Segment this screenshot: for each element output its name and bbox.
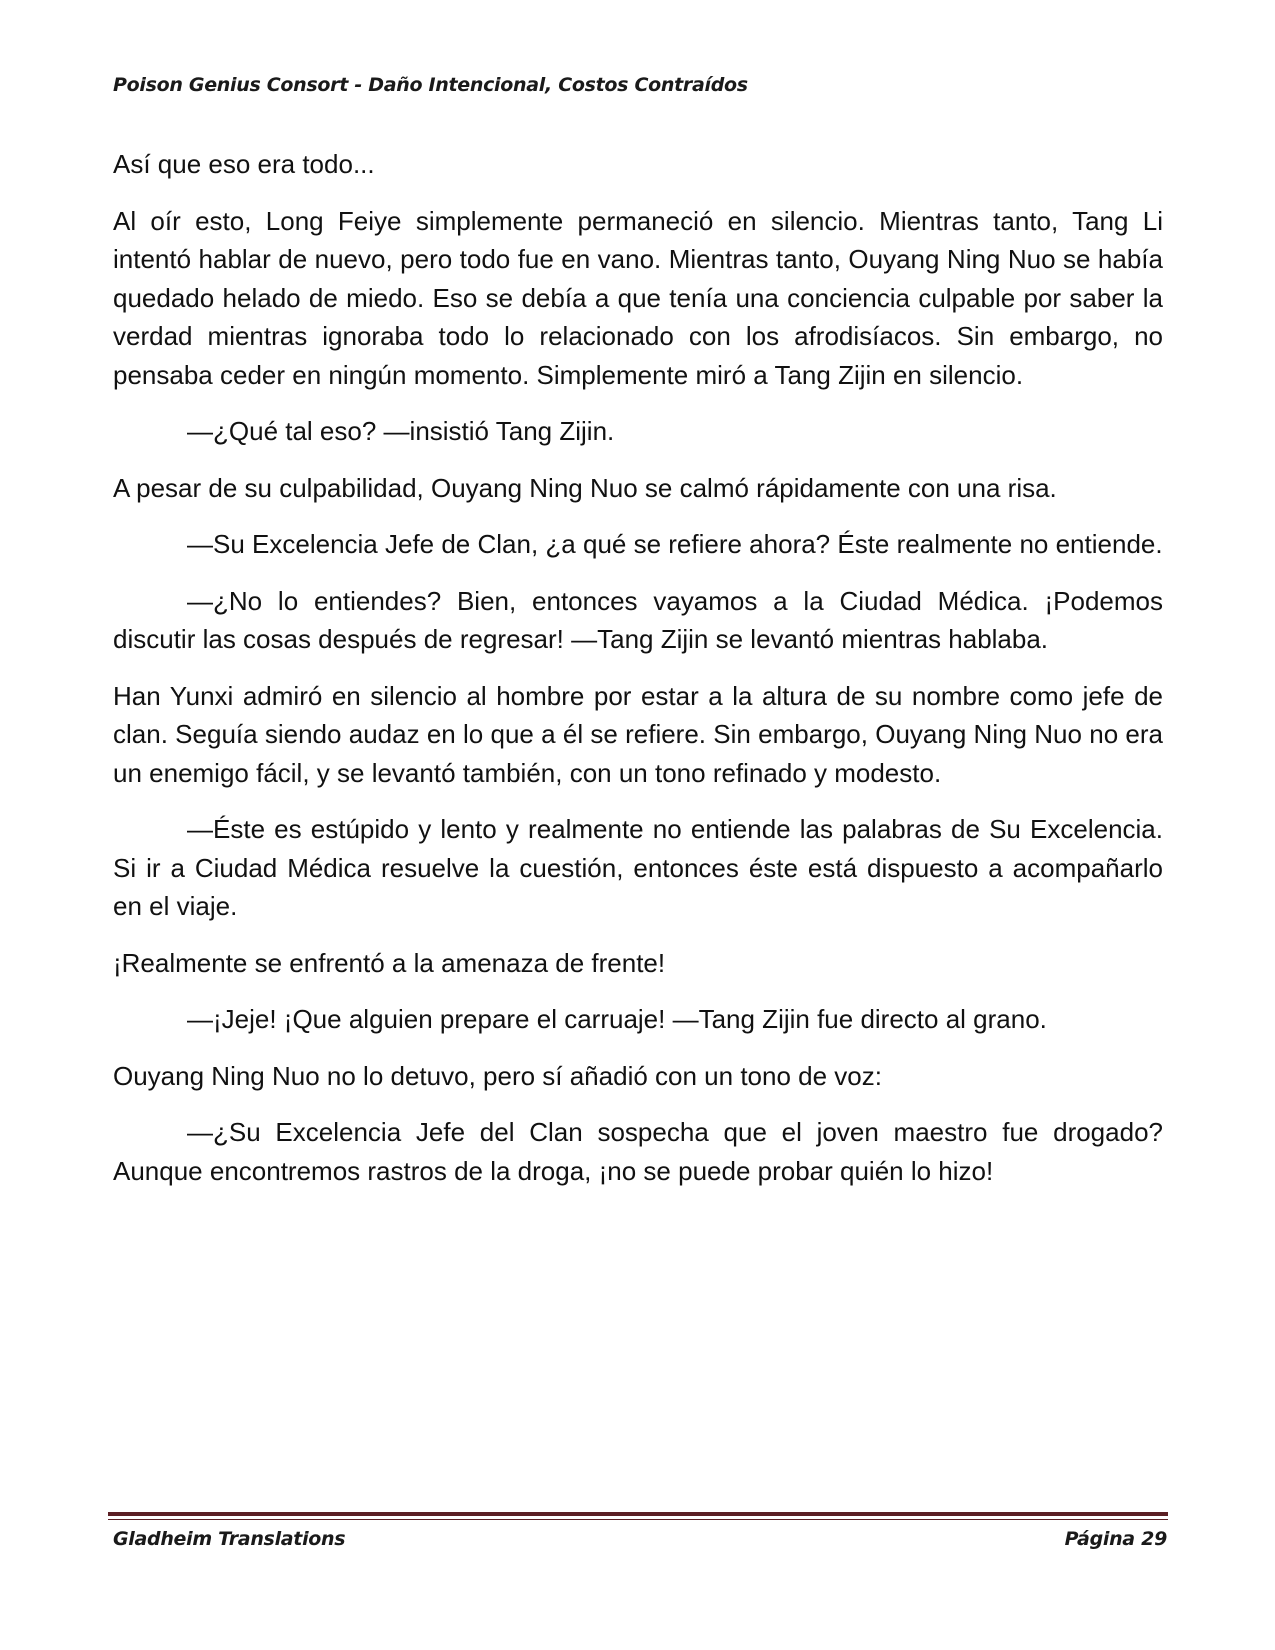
- footer-divider: [108, 1512, 1168, 1520]
- paragraph-1: Así que eso era todo...: [113, 149, 375, 179]
- paragraph-2: Al oír esto, Long Feiye simplemente permaneció en silencio. Mientras tanto, Tang Li intentó hablar de nuevo, pero todo fue en vano. Mientras tanto, Ouyang Ning Nuo se había quedado helado de miedo. Eso se debía a que tenía una conciencia culpable por saber la verdad mientras ignoraba todo lo relacionado con los afrodisíacos. Sin embargo, no pensaba ceder en ningún momento. Simplemente miró a Tang Zijin en silencio.: [113, 205, 1163, 390]
- paragraph-11: Ouyang Ning Nuo no lo detuvo, pero sí añadió con un tono de voz:: [113, 1060, 882, 1091]
- paragraph-3: —¿Qué tal eso? —insistió Tang Zijin.: [187, 416, 615, 446]
- paragraph-10: —¡Jeje! ¡Que alguien prepare el carruaje! —Tang Zijin fue directo al grano.: [187, 1004, 1047, 1034]
- page-header-title: Poison Genius Consort - Daño Intencional, Costos Contraídos: [113, 74, 748, 96]
- footer-translator-credit: Gladheim Translations: [113, 1528, 346, 1550]
- footer-divider-thick: [108, 1512, 1168, 1516]
- paragraph-12: —¿Su Excelencia Jefe del Clan sospecha que el joven maestro fue drogado? Aunque encontremos rastros de la droga, ¡no se puede probar quién lo hizo!: [113, 1117, 1163, 1186]
- footer-divider-thin: [108, 1519, 1168, 1520]
- paragraph-7: Han Yunxi admiró en silencio al hombre por estar a la altura de su nombre como jefe de clan. Seguía siendo audaz en lo que a él se refiere. Sin embargo, Ouyang Ning Nuo no era un enemigo fácil, y se levantó también, con un tono refinado y modesto.: [113, 680, 1163, 788]
- paragraph-5: —Su Excelencia Jefe de Clan, ¿a qué se refiere ahora? Éste realmente no entiende.: [187, 529, 1163, 559]
- paragraph-8: —Éste es estúpido y lento y realmente no entiende las palabras de Su Excelencia. Si ir a Ciudad Médica resuelve la cuestión, entonces éste está dispuesto a acompañarlo en el viaje.: [113, 814, 1163, 921]
- document-body: [113, 145, 1163, 1208]
- paragraph-6: —¿No lo entiendes? Bien, entonces vayamos a la Ciudad Médica. ¡Podemos discutir las cosas después de regresar! —Tang Zijin se levantó mientras hablaba.: [113, 585, 1163, 654]
- paragraph-9: ¡Realmente se enfrentó a la amenaza de frente!: [113, 947, 666, 978]
- paragraph-4: A pesar de su culpabilidad, Ouyang Ning Nuo se calmó rápidamente con una risa.: [113, 472, 1057, 503]
- footer-page-number: Página 29: [1064, 1528, 1167, 1550]
